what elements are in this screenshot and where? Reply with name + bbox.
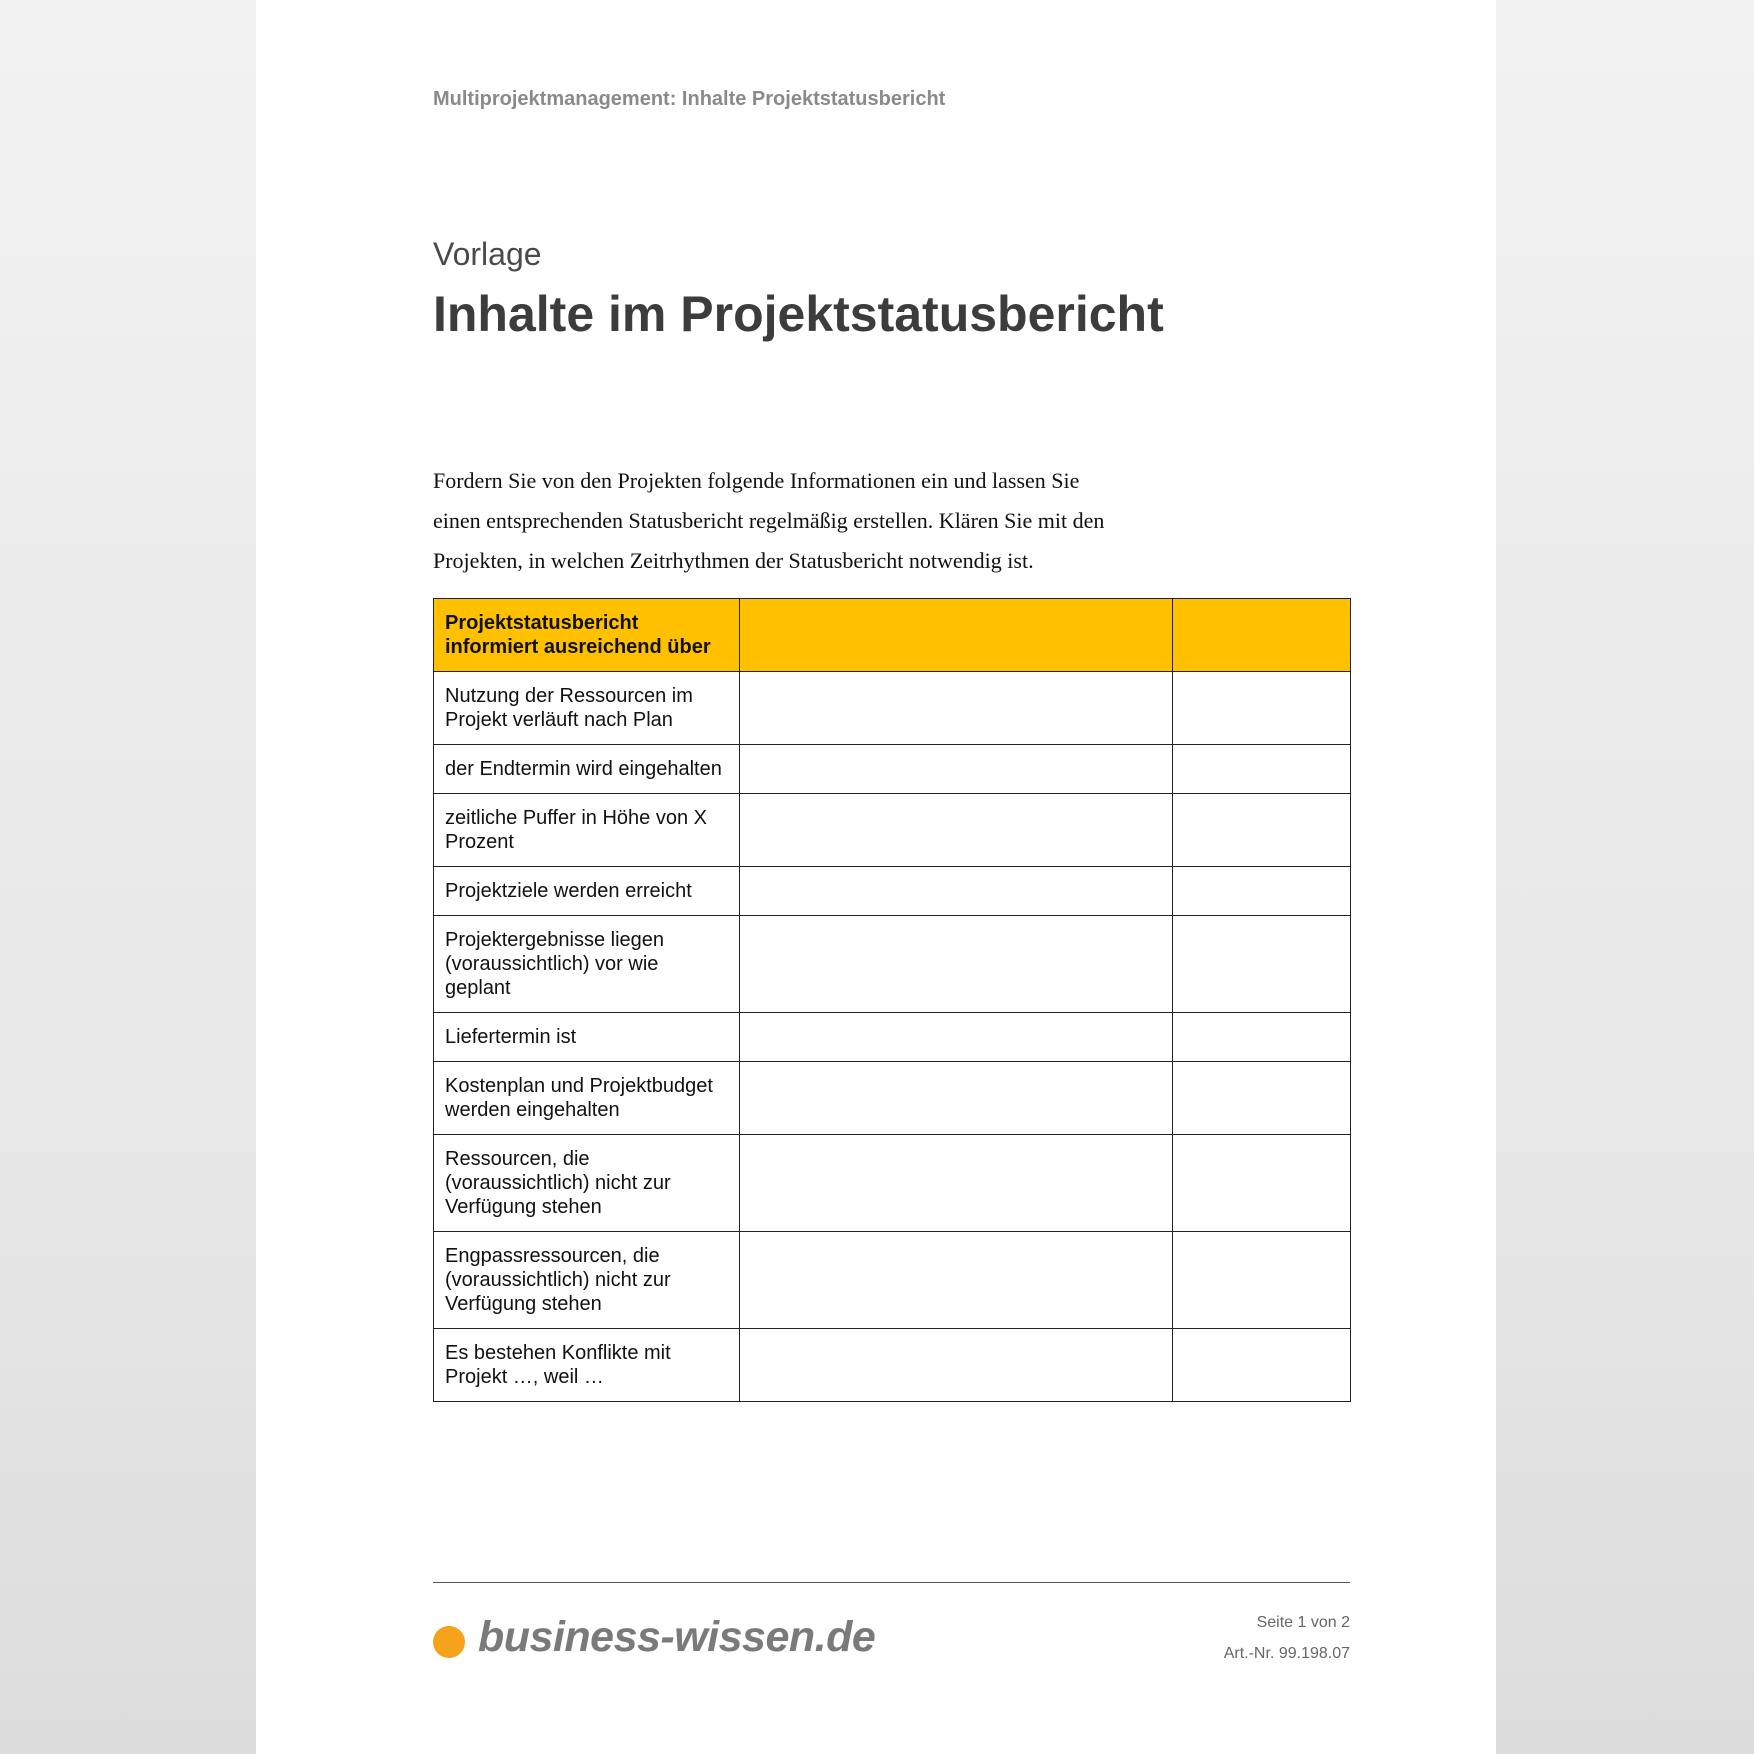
table-row (434, 794, 1351, 867)
table-cell-entry[interactable] (740, 867, 1173, 916)
intro-line: einen entsprechenden Statusbericht regelmäßig erstellen. Klären Sie mit den (433, 508, 1105, 533)
table-cell-entry[interactable] (1173, 1062, 1351, 1135)
table-cell-entry[interactable] (740, 1013, 1173, 1062)
table-cell-entry[interactable] (740, 1135, 1173, 1232)
table-cell-entry[interactable] (740, 672, 1173, 745)
table-cell-entry[interactable] (1173, 794, 1351, 867)
table-cell-entry[interactable] (1173, 1329, 1351, 1402)
table-header-cell: Projektstatusbericht informiert ausreichend über (434, 599, 740, 672)
running-header: Multiprojektmanagement: Inhalte Projektstatusbericht (433, 88, 946, 110)
table-row (434, 1062, 1351, 1135)
intro-line: Projekten, in welchen Zeitrhythmen der Statusbericht notwendig ist. (433, 548, 1034, 573)
table-row (434, 1135, 1351, 1232)
table-row (434, 867, 1351, 916)
table-cell-entry[interactable] (1173, 745, 1351, 794)
table-row (434, 1013, 1351, 1062)
table-cell-entry[interactable] (740, 794, 1173, 867)
table-cell-topic: Liefertermin ist (434, 1013, 740, 1062)
article-number: Art.-Nr. 99.198.07 (1223, 1645, 1350, 1662)
table-header-cell (740, 599, 1173, 672)
table-row (434, 916, 1351, 1013)
table-cell-topic: Nutzung der Ressourcen im Projekt verläuft nach Plan (434, 672, 740, 745)
table-cell-entry[interactable] (740, 916, 1173, 1013)
table-cell-entry[interactable] (740, 1232, 1173, 1329)
footer-divider (433, 1582, 1350, 1583)
table-row (434, 672, 1351, 745)
footer-meta (1150, 1607, 1350, 1669)
brand-logo: business-wissen.de (478, 1613, 876, 1661)
table-cell-topic: der Endtermin wird eingehalten (434, 745, 740, 794)
intro-line: Fordern Sie von den Projekten folgende Informationen ein und lassen Sie (433, 468, 1080, 493)
table-header-row (434, 599, 1351, 672)
table-cell-entry[interactable] (1173, 1135, 1351, 1232)
logo-dot-icon (433, 1626, 465, 1658)
table-cell-entry[interactable] (1173, 867, 1351, 916)
table-cell-topic: Projektziele werden erreicht (434, 867, 740, 916)
document-title: Inhalte im Projektstatusbericht (433, 286, 1164, 342)
table-cell-entry[interactable] (1173, 672, 1351, 745)
page-number: Seite 1 von 2 (1256, 1614, 1350, 1631)
table-cell-topic: Projektergebnisse liegen (voraussichtlich) vor wie geplant (434, 916, 740, 1013)
table-cell-entry[interactable] (1173, 916, 1351, 1013)
table-cell-topic: Ressourcen, die (voraussichtlich) nicht zur Verfügung stehen (434, 1135, 740, 1232)
table-cell-topic: Kostenplan und Projektbudget werden eingehalten (434, 1062, 740, 1135)
table-cell-topic: zeitliche Puffer in Höhe von X Prozent (434, 794, 740, 867)
table-row (434, 1232, 1351, 1329)
table-row (434, 745, 1351, 794)
table-cell-entry[interactable] (740, 1062, 1173, 1135)
status-report-table (433, 598, 1351, 1402)
document-subtitle: Vorlage (433, 236, 542, 272)
document-page (256, 0, 1496, 1754)
table-cell-entry[interactable] (740, 745, 1173, 794)
intro-paragraph (433, 461, 1233, 581)
table-cell-entry[interactable] (740, 1329, 1173, 1402)
table-cell-topic: Engpassressourcen, die (voraussichtlich) nicht zur Verfügung stehen (434, 1232, 740, 1329)
table-cell-topic: Es bestehen Konflikte mit Projekt …, weil … (434, 1329, 740, 1402)
table-cell-entry[interactable] (1173, 1013, 1351, 1062)
table-header-cell (1173, 599, 1351, 672)
table-cell-entry[interactable] (1173, 1232, 1351, 1329)
table-row (434, 1329, 1351, 1402)
